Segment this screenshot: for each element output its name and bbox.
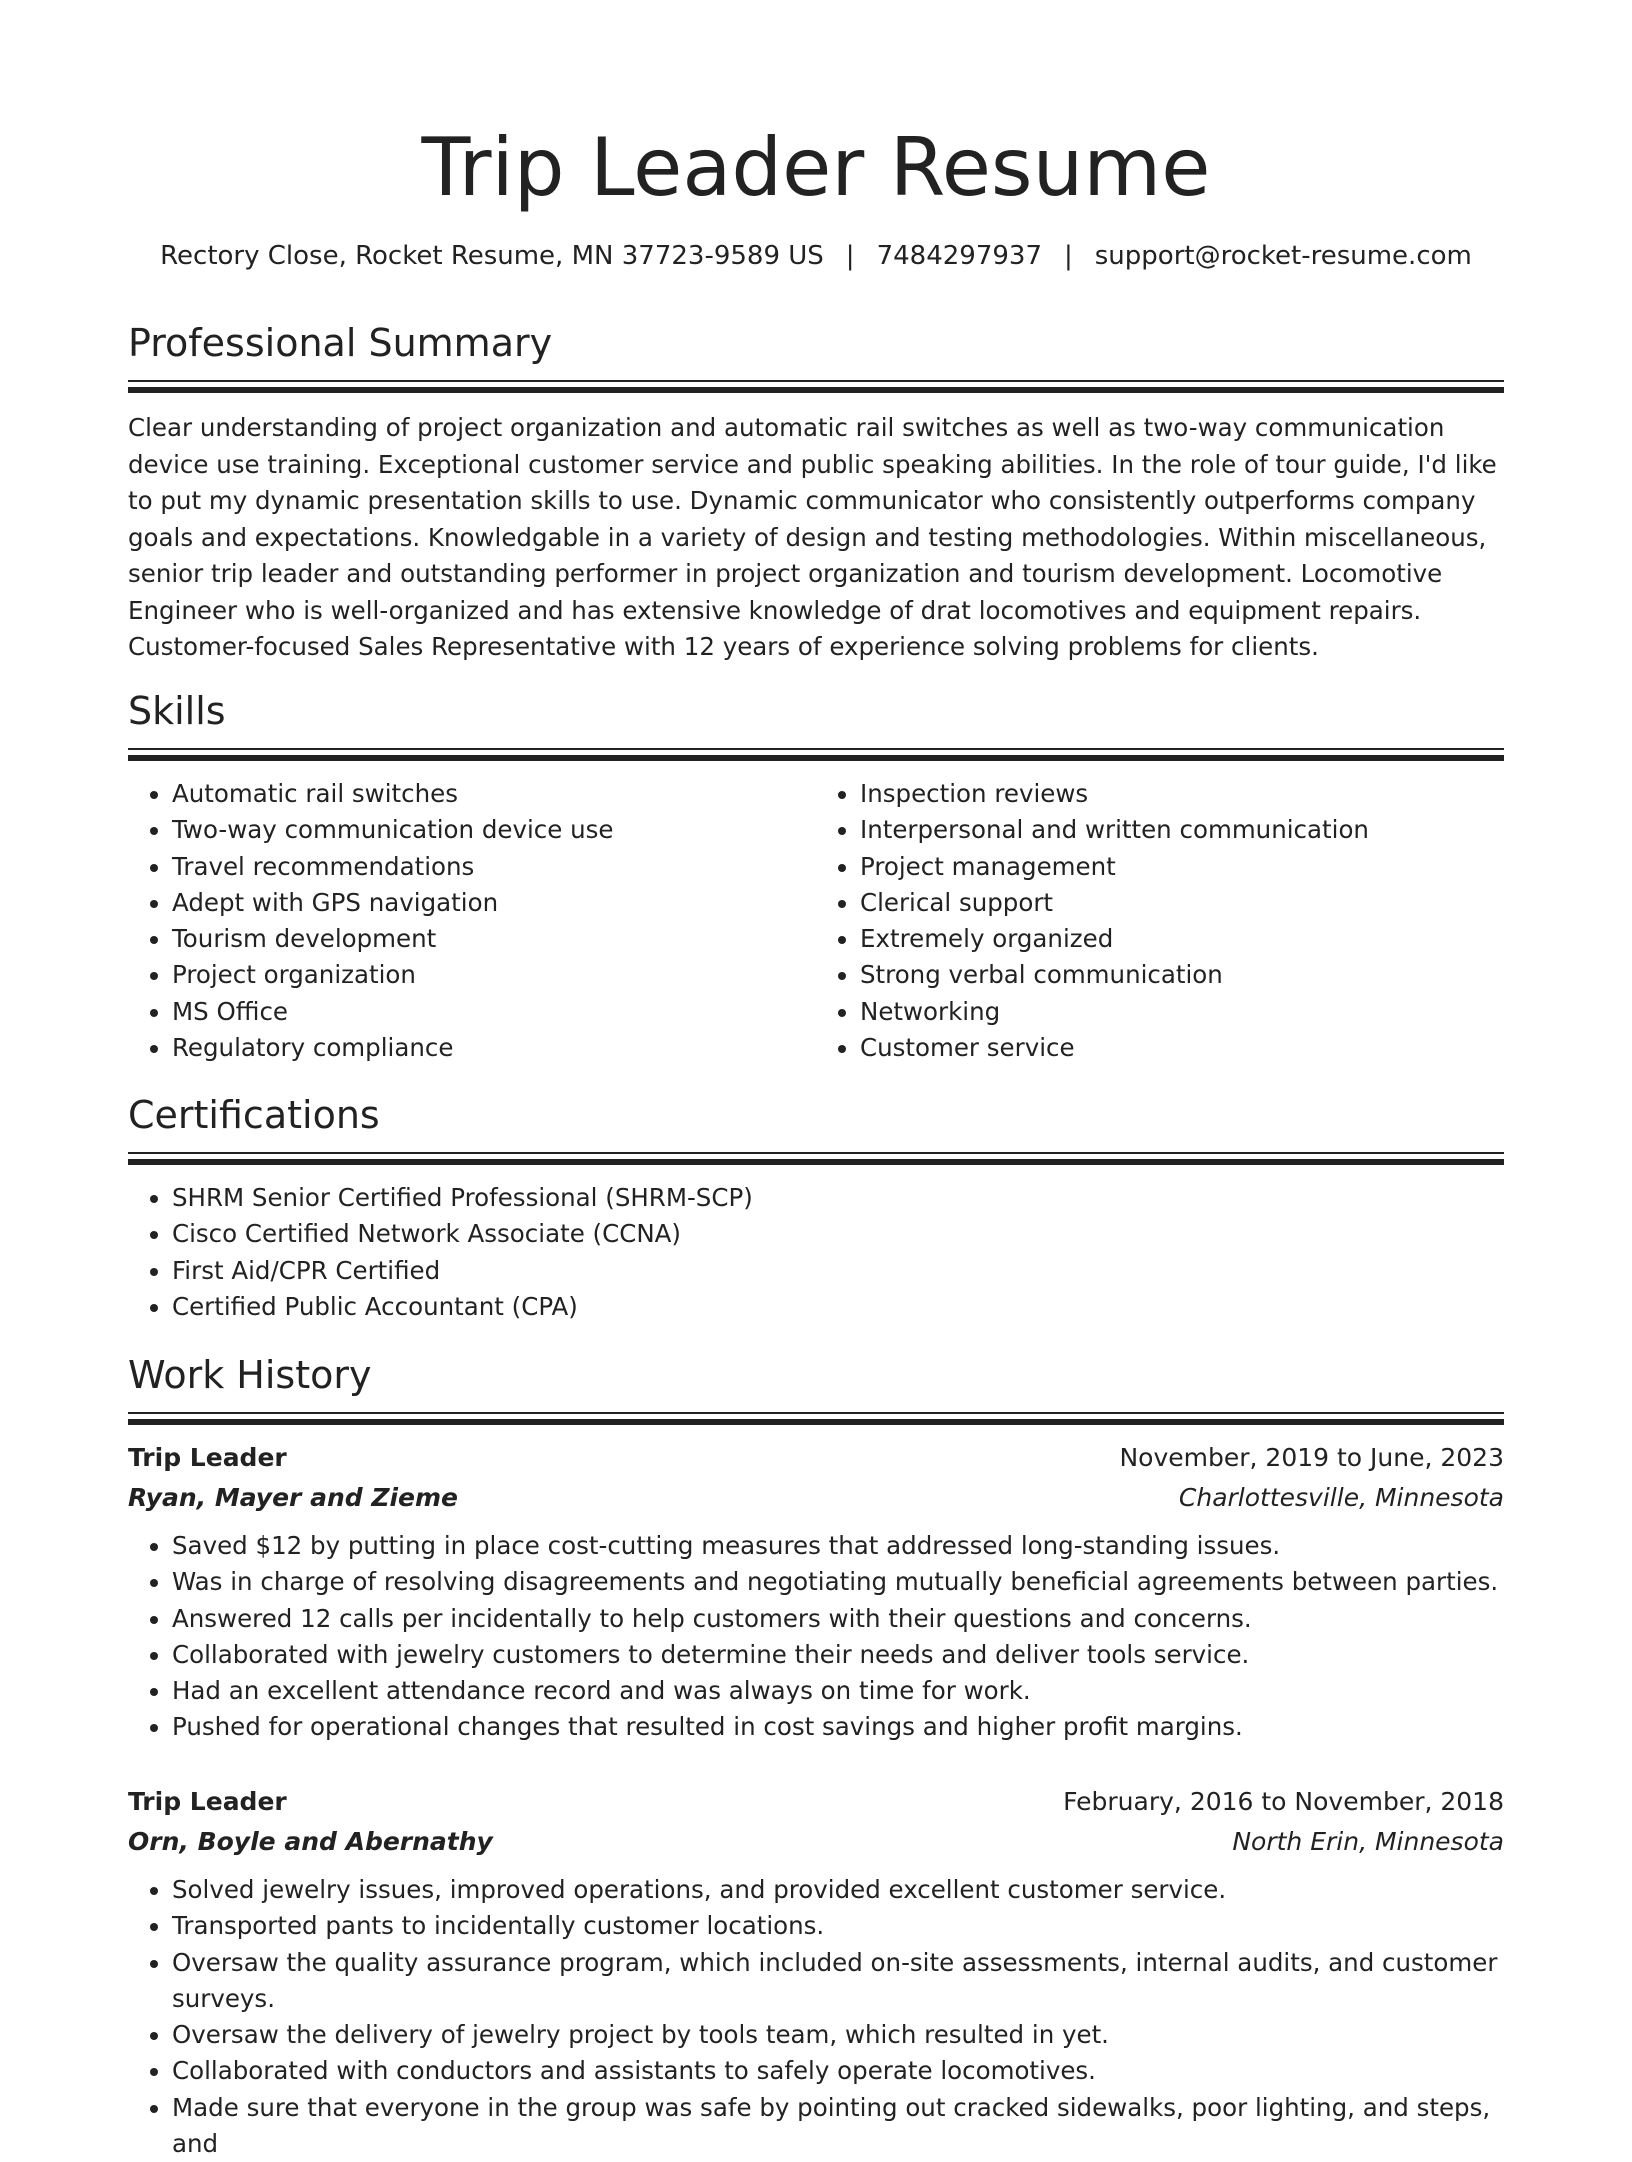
list-item: • Project organization [172,957,816,993]
job-header [128,1438,1504,1478]
job-location: Charlottesville, Minnesota [1178,1483,1504,1512]
list-item: • Cisco Certified Network Associate (CCNA) [172,1216,1504,1252]
resume-title: Trip Leader Resume [421,121,1211,214]
list-item: • Customer service [860,1030,1504,1066]
list-item: • Interpersonal and written communication [860,812,1504,848]
list-item: • Oversaw the quality assurance program, which included on-site assessments, internal audits, and customer surveys. [172,1945,1504,2018]
job-bullets [128,1528,1504,1746]
section-divider [128,748,1504,762]
job-location: North Erin, Minnesota [1232,1827,1504,1856]
job-title: Trip Leader [128,1787,287,1816]
list-item: • Made sure that everyone in the group was safe by pointing out cracked sidewalks, poor lighting, and steps, and [172,2090,1504,2162]
job-dates: February, 2016 to November, 2018 [1063,1787,1504,1816]
job-header [128,1782,1504,1822]
list-item: • Transported pants to incidentally customer locations. [172,1908,1504,1944]
list-item: • Had an excellent attendance record and was always on time for work. [172,1673,1504,1709]
list-item: • Regulatory compliance [172,1030,816,1066]
email: support@rocket-resume.com [1094,241,1472,271]
list-item: • SHRM Senior Certified Professional (SHRM-SCP) [172,1180,1504,1216]
job-company: Ryan, Mayer and Zieme [128,1483,459,1512]
separator: | [845,241,855,271]
summary-section [128,318,1504,666]
job-bullets [128,1872,1504,2162]
skills-section [128,686,1504,1066]
phone: 7484297937 [876,241,1042,271]
list-item: • Project management [860,849,1504,885]
list-item: • Networking [860,994,1504,1030]
job-subheader [128,1478,1504,1518]
list-item: • Collaborated with conductors and assistants to safely operate locomotives. [172,2053,1504,2089]
section-heading: Certifications [128,1093,380,1137]
list-item: • Solved jewelry issues, improved operations, and provided excellent customer service. [172,1872,1504,1908]
list-item: • Was in charge of resolving disagreements and negotiating mutually beneficial agreements between parties. [172,1564,1504,1600]
list-item: • Collaborated with jewelry customers to determine their needs and deliver tools service. [172,1637,1504,1673]
list-item: • Automatic rail switches [172,776,816,812]
list-item: • MS Office [172,994,816,1030]
section-divider [128,1412,1504,1426]
job-title: Trip Leader [128,1443,287,1472]
skills-columns [128,776,1504,1066]
certifications-section [128,1090,1504,1325]
list-item: • Answered 12 calls per incidentally to help customers with their questions and concerns. [172,1601,1504,1637]
skills-list-right [816,776,1504,1066]
list-item: • Pushed for operational changes that resulted in cost savings and higher profit margins. [172,1709,1504,1745]
contact-line [0,238,1632,274]
separator: | [1063,241,1073,271]
list-item: • Adept with GPS navigation [172,885,816,921]
list-item: • Saved $12 by putting in place cost-cutting measures that addressed long-standing issues. [172,1528,1504,1564]
list-item: • Strong verbal communication [860,957,1504,993]
work-history-section [128,1350,1504,1426]
list-item: • Oversaw the delivery of jewelry project by tools team, which resulted in yet. [172,2017,1504,2053]
job-dates: November, 2019 to June, 2023 [1119,1443,1504,1472]
list-item: • Tourism development [172,921,816,957]
list-item: • Clerical support [860,885,1504,921]
job-entry [128,1438,1504,1746]
section-heading: Work History [128,1353,372,1397]
list-item: • Two-way communication device use [172,812,816,848]
job-subheader [128,1822,1504,1862]
job-company: Orn, Boyle and Abernathy [128,1827,493,1856]
section-heading: Professional Summary [128,321,553,365]
section-heading: Skills [128,689,226,733]
list-item: • Certified Public Accountant (CPA) [172,1289,1504,1325]
list-item: • First Aid/CPR Certified [172,1253,1504,1289]
summary-text: Clear understanding of project organization and automatic rail switches as well as two-way communication device use training. Exceptional customer service and public speaking abilities. In the role of tour guide, I'd like to put my dynamic presentation skills to use. Dynamic communicator who consistently outperforms company goals and expectations. Knowledgable in a variety of design and testing methodologies. Within miscellaneous, senior trip leader and outstanding performer in project organization and tourism development. Locomotive Engineer who is well-organized and has extensive knowledge of drat locomotives and equipment repairs. Customer-focused Sales Representative with 12 years of experience solving problems for clients. [128,413,1497,661]
list-item: • Inspection reviews [860,776,1504,812]
job-entry [128,1782,1504,2162]
certifications-list [128,1180,1504,1325]
skills-list-left [128,776,816,1066]
address: Rectory Close, Rocket Resume, MN 37723-9589 US [160,241,824,271]
list-item: • Travel recommendations [172,849,816,885]
list-item: • Extremely organized [860,921,1504,957]
section-divider [128,380,1504,394]
section-divider [128,1152,1504,1166]
